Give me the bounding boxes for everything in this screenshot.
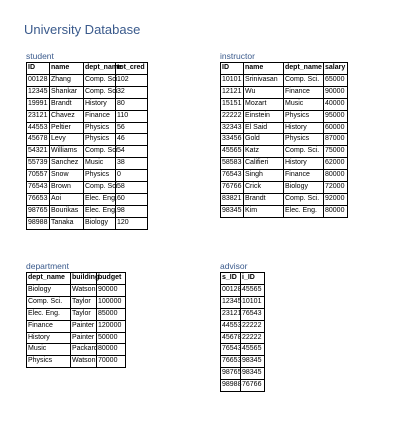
- table-cell: 110: [116, 110, 148, 122]
- table-cell: Biology: [284, 182, 324, 194]
- table-row: [221, 380, 265, 392]
- table-row: [27, 356, 126, 368]
- table-cell: Elec. Eng.: [284, 205, 324, 217]
- column-header: tot_cred: [116, 63, 148, 75]
- table-cell: 23121: [27, 110, 50, 122]
- table-row: [221, 170, 348, 182]
- table-cell: Finance: [284, 86, 324, 98]
- column-header: i_ID: [241, 273, 265, 285]
- table-cell: Srinivasan: [244, 74, 284, 86]
- table-row: [27, 296, 126, 308]
- table-row: [27, 284, 126, 296]
- table-cell: Brandt: [244, 193, 284, 205]
- instructor-table-block: [220, 51, 348, 218]
- table-cell: 38: [116, 158, 148, 170]
- header-row: [27, 63, 148, 75]
- table-row: [27, 320, 126, 332]
- table-cell: Aoi: [50, 193, 84, 205]
- table-cell: 75000: [324, 146, 348, 158]
- table-cell: Watson: [71, 356, 97, 368]
- table-cell: 46: [116, 134, 148, 146]
- table-row: [221, 368, 265, 380]
- table-cell: 19991: [27, 98, 50, 110]
- table-cell: Brandt: [50, 98, 84, 110]
- table-cell: Williams: [50, 146, 84, 158]
- table-cell: 85000: [97, 308, 126, 320]
- table-cell: 00128: [221, 284, 241, 296]
- table-row: [221, 182, 348, 194]
- table-cell: 22222: [241, 332, 265, 344]
- table-cell: 90000: [324, 86, 348, 98]
- table-cell: Music: [284, 98, 324, 110]
- table-cell: Comp. Sci.: [84, 182, 116, 194]
- advisor-table-block: [220, 261, 265, 392]
- table-cell: 10101: [221, 74, 244, 86]
- table-cell: Comp. Sci.: [84, 86, 116, 98]
- table-cell: 98988: [221, 380, 241, 392]
- table-row: [221, 320, 265, 332]
- table-cell: 44553: [27, 122, 50, 134]
- table-cell: Taylor: [71, 308, 97, 320]
- department-table-block: [26, 261, 126, 368]
- table-cell: Kim: [244, 205, 284, 217]
- table-cell: 32343: [221, 122, 244, 134]
- table-cell: 45565: [241, 284, 265, 296]
- table-cell: Comp. Sci.: [84, 74, 116, 86]
- table-cell: 60: [116, 193, 148, 205]
- table-cell: Gold: [244, 134, 284, 146]
- table-cell: Wu: [244, 86, 284, 98]
- table-row: [221, 98, 348, 110]
- table-row: [27, 308, 126, 320]
- table-cell: 98988: [27, 217, 50, 229]
- table-cell: 80000: [97, 344, 126, 356]
- table-cell: Califieri: [244, 158, 284, 170]
- column-header: salary: [324, 63, 348, 75]
- table-cell: Chavez: [50, 110, 84, 122]
- table-cell: Physics: [84, 122, 116, 134]
- column-header: building: [71, 273, 97, 285]
- table-row: [27, 193, 148, 205]
- table-cell: 65000: [324, 74, 348, 86]
- instructor-table: [220, 62, 348, 218]
- table-cell: Finance: [84, 110, 116, 122]
- table-cell: 95000: [324, 110, 348, 122]
- table-cell: 80000: [324, 170, 348, 182]
- table-cell: Finance: [27, 320, 71, 332]
- table-cell: 12345: [221, 296, 241, 308]
- table-cell: 54321: [27, 146, 50, 158]
- table-cell: El Said: [244, 122, 284, 134]
- table-cell: Packard: [71, 344, 97, 356]
- column-header: dept_name: [84, 63, 116, 75]
- table-cell: Sanchez: [50, 158, 84, 170]
- table-cell: 56: [116, 122, 148, 134]
- table-row: [27, 134, 148, 146]
- table-cell: Levy: [50, 134, 84, 146]
- column-header: budget: [97, 273, 126, 285]
- table-row: [221, 205, 348, 217]
- column-header: ID: [221, 63, 244, 75]
- table-row: [27, 205, 148, 217]
- table-cell: 72000: [324, 182, 348, 194]
- table-cell: Einstein: [244, 110, 284, 122]
- table-cell: Physics: [284, 110, 324, 122]
- table-row: [27, 86, 148, 98]
- table-cell: Physics: [84, 134, 116, 146]
- student-table: [26, 62, 148, 230]
- table-row: [27, 122, 148, 134]
- column-header: dept_name: [27, 273, 71, 285]
- table-cell: 76766: [241, 380, 265, 392]
- column-header: s_ID: [221, 273, 241, 285]
- table-cell: 62000: [324, 158, 348, 170]
- table-row: [221, 344, 265, 356]
- table-cell: 45565: [241, 344, 265, 356]
- table-row: [221, 158, 348, 170]
- table-row: [27, 344, 126, 356]
- table-cell: Elec. Eng.: [84, 205, 116, 217]
- table-cell: Watson: [71, 284, 97, 296]
- table-cell: 60000: [324, 122, 348, 134]
- table-cell: Zhang: [50, 74, 84, 86]
- table-cell: 98765: [27, 205, 50, 217]
- table-cell: 22222: [221, 110, 244, 122]
- table-cell: 10101: [241, 296, 265, 308]
- advisor-table: [220, 272, 265, 392]
- table-cell: 98: [116, 205, 148, 217]
- table-row: [221, 356, 265, 368]
- table-row: [27, 332, 126, 344]
- table-cell: 45565: [221, 146, 244, 158]
- table-cell: 15151: [221, 98, 244, 110]
- header-row: [27, 273, 126, 285]
- table-cell: Singh: [244, 170, 284, 182]
- table-cell: 54: [116, 146, 148, 158]
- table-cell: 50000: [97, 332, 126, 344]
- table-cell: 80000: [324, 205, 348, 217]
- table-cell: Comp. Sci.: [284, 146, 324, 158]
- table-row: [221, 146, 348, 158]
- table-cell: Music: [84, 158, 116, 170]
- department-table: [26, 272, 126, 368]
- table-cell: 12121: [221, 86, 244, 98]
- header-row: [221, 273, 265, 285]
- table-row: [221, 134, 348, 146]
- table-cell: Snow: [50, 170, 84, 182]
- table-cell: 23121: [221, 308, 241, 320]
- table-name-instructor: instructor: [220, 51, 255, 61]
- table-cell: 80: [116, 98, 148, 110]
- table-cell: Biology: [27, 284, 71, 296]
- table-cell: Elec. Eng.: [27, 308, 71, 320]
- table-row: [27, 146, 148, 158]
- table-cell: 22222: [241, 320, 265, 332]
- table-name-advisor: advisor: [220, 261, 248, 271]
- table-cell: 40000: [324, 98, 348, 110]
- table-cell: Katz: [244, 146, 284, 158]
- table-cell: History: [284, 158, 324, 170]
- table-row: [27, 110, 148, 122]
- table-cell: Comp. Sci.: [284, 193, 324, 205]
- table-cell: 55739: [27, 158, 50, 170]
- table-cell: 45678: [221, 332, 241, 344]
- table-cell: 100000: [97, 296, 126, 308]
- column-header: name: [50, 63, 84, 75]
- table-cell: 76543: [241, 308, 265, 320]
- table-cell: 98345: [221, 205, 244, 217]
- table-cell: 58583: [221, 158, 244, 170]
- table-cell: Shankar: [50, 86, 84, 98]
- table-name-student: student: [26, 51, 54, 61]
- table-cell: Physics: [284, 134, 324, 146]
- table-cell: History: [27, 332, 71, 344]
- table-cell: 90000: [97, 284, 126, 296]
- table-row: [221, 193, 348, 205]
- table-cell: Painter: [71, 332, 97, 344]
- table-cell: Comp. Sci.: [84, 146, 116, 158]
- column-header: ID: [27, 63, 50, 75]
- table-cell: Brown: [50, 182, 84, 194]
- table-cell: History: [84, 98, 116, 110]
- table-cell: 120: [116, 217, 148, 229]
- table-row: [27, 170, 148, 182]
- table-cell: Physics: [27, 356, 71, 368]
- table-row: [27, 182, 148, 194]
- table-cell: Finance: [284, 170, 324, 182]
- table-row: [221, 110, 348, 122]
- table-cell: 33456: [221, 134, 244, 146]
- table-cell: Taylor: [71, 296, 97, 308]
- table-cell: Painter: [71, 320, 97, 332]
- table-cell: Tanaka: [50, 217, 84, 229]
- table-row: [27, 74, 148, 86]
- table-name-department: department: [26, 261, 69, 271]
- table-cell: Biology: [84, 217, 116, 229]
- table-cell: 70000: [97, 356, 126, 368]
- table-cell: 76543: [221, 344, 241, 356]
- table-row: [221, 332, 265, 344]
- column-header: dept_name: [284, 63, 324, 75]
- table-row: [27, 158, 148, 170]
- table-cell: Peltier: [50, 122, 84, 134]
- table-cell: Comp. Sci.: [284, 74, 324, 86]
- table-cell: 76653: [221, 356, 241, 368]
- table-cell: Physics: [84, 170, 116, 182]
- table-cell: Music: [27, 344, 71, 356]
- table-cell: 0: [116, 170, 148, 182]
- table-row: [221, 86, 348, 98]
- table-cell: 98345: [241, 356, 265, 368]
- table-cell: 32: [116, 86, 148, 98]
- table-cell: 83821: [221, 193, 244, 205]
- table-cell: 44553: [221, 320, 241, 332]
- table-row: [221, 284, 265, 296]
- table-cell: 76543: [27, 182, 50, 194]
- header-row: [221, 63, 348, 75]
- table-cell: 76653: [27, 193, 50, 205]
- table-cell: 12345: [27, 86, 50, 98]
- table-cell: 102: [116, 74, 148, 86]
- table-row: [221, 122, 348, 134]
- column-header: name: [244, 63, 284, 75]
- table-cell: Comp. Sci.: [27, 296, 71, 308]
- table-cell: 98765: [221, 368, 241, 380]
- table-cell: 76543: [221, 170, 244, 182]
- table-row: [221, 74, 348, 86]
- table-row: [221, 296, 265, 308]
- table-cell: History: [284, 122, 324, 134]
- table-row: [27, 98, 148, 110]
- table-cell: 120000: [97, 320, 126, 332]
- table-cell: 58: [116, 182, 148, 194]
- table-cell: 98345: [241, 368, 265, 380]
- table-cell: 00128: [27, 74, 50, 86]
- table-cell: Mozart: [244, 98, 284, 110]
- table-cell: Bourikas: [50, 205, 84, 217]
- page-title: University Database: [24, 22, 141, 37]
- student-table-block: [26, 51, 148, 230]
- table-row: [27, 217, 148, 229]
- table-cell: Crick: [244, 182, 284, 194]
- table-cell: 92000: [324, 193, 348, 205]
- table-cell: 76766: [221, 182, 244, 194]
- table-cell: 70557: [27, 170, 50, 182]
- table-cell: Elec. Eng.: [84, 193, 116, 205]
- table-cell: 87000: [324, 134, 348, 146]
- table-cell: 45678: [27, 134, 50, 146]
- table-row: [221, 308, 265, 320]
